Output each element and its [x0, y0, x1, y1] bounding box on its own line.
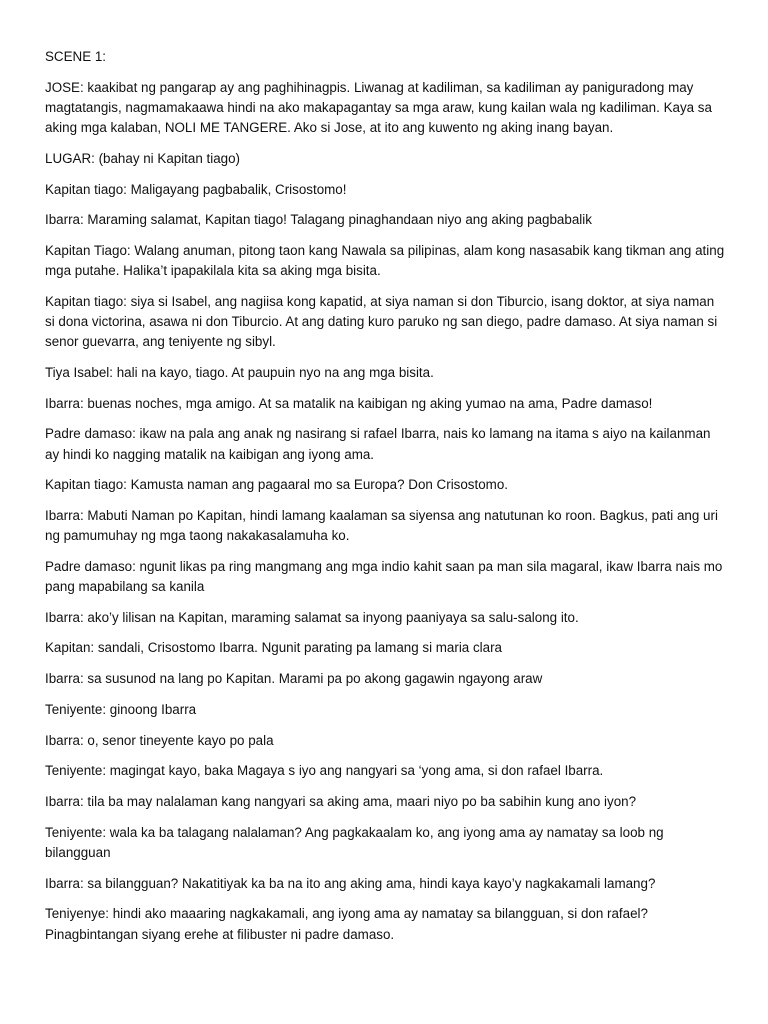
dialogue-paragraph: Ibarra: tila ba may nalalaman kang nangyari sa aking ama, maari niyo po ba sabihin kung ano iyon? — [45, 793, 637, 809]
document-body — [45, 47, 725, 955]
dialogue-paragraph: Kapitan: sandali, Crisostomo Ibarra. Ngunit parating pa lamang si maria clara — [45, 640, 502, 656]
dialogue-paragraph: Teniyente: wala ka ba talagang nalalaman? Ang pagkakaalam ko, ang iyong ama ay namatay sa loob ng bilangguan — [45, 824, 664, 860]
dialogue-paragraph: Kapitan tiago: Maligayang pagbabalik, Crisostomo! — [45, 181, 347, 197]
dialogue-paragraph: Teniyenye: hindi ako maaaring nagkakamali, ang iyong ama ay namatay sa bilangguan, si don rafael? Pinagbintangan siyang erehe at filibuster ni padre damaso. — [45, 906, 648, 942]
dialogue-paragraph: Ibarra: ako’y lilisan na Kapitan, maraming salamat sa inyong paaniyaya sa salu-salong ito. — [45, 609, 579, 625]
dialogue-paragraph: Tiya Isabel: hali na kayo, tiago. At paupuin nyo na ang mga bisita. — [45, 364, 434, 380]
dialogue-paragraph: Padre damaso: ikaw na pala ang anak ng nasirang si rafael Ibarra, nais ko lamang na itama s aiyo na kailanman ay hindi ko nagging matalik na kaibigan ang iyong ama. — [45, 426, 711, 462]
dialogue-paragraph: Kapitan Tiago: Walang anuman, pitong taon kang Nawala sa pilipinas, alam kong nasasabik kang tikman ang ating mga putahe. Halika’t ipapakilala kita sa aking mga bisita. — [45, 242, 725, 279]
dialogue-paragraph: Kapitan tiago: Kamusta naman ang pagaaral mo sa Europa? Don Crisostomo. — [45, 477, 508, 493]
scene-heading: SCENE 1: — [45, 49, 107, 64]
dialogue-paragraph: Ibarra: Mabuti Naman po Kapitan, hindi lamang kaalaman sa siyensa ang natutunan ko roon. Bagkus, pati ang uri ng pamumuhay ng mga taong nakakasalamuha ko. — [45, 507, 718, 544]
dialogue-paragraph: Teniyente: ginoong Ibarra — [45, 701, 197, 717]
dialogue-paragraph: Ibarra: sa susunod na lang po Kapitan. Marami pa po akong gagawin ngayong araw — [45, 671, 543, 687]
dialogue-paragraph: Kapitan tiago: siya si Isabel, ang nagiisa kong kapatid, at siya naman si don Tiburcio, isang doktor, at siya naman si dona victorina, asawa ni don Tiburcio. At ang dating kuro paruko ng san diego, padre damaso. At siya naman si senor guevarra, ang teniyente ng sibyl. — [45, 293, 718, 350]
dialogue-paragraph: Padre damaso: ngunit likas pa ring mangmang ang mga indio kahit saan pa man sila magaral, ikaw Ibarra nais mo pang mapabilang sa kanila — [45, 558, 723, 595]
dialogue-paragraph: Ibarra: o, senor tineyente kayo po pala — [45, 732, 274, 748]
dialogue-paragraph: Teniyente: magingat kayo, baka Magaya s iyo ang nangyari sa ‘yong ama, si don rafael Ibarra. — [45, 763, 604, 779]
location-note: LUGAR: (bahay ni Kapitan tiago) — [45, 150, 241, 166]
dialogue-paragraph: JOSE: kaakibat ng pangarap ay ang paghihinagpis. Liwanag at kadiliman, sa kadiliman ay paniguradong may magtatangis, nagmamakaawa hindi na ako makapagantay sa mga araw, kung kailan wala ng kadiliman. Kaya sa aking mga kalaban, NOLI ME TANGERE. Ako si Jose, at ito ang kuwento ng aking inang bayan. — [45, 79, 712, 136]
dialogue-paragraph: Ibarra: buenas noches, mga amigo. At sa matalik na kaibigan ng aking yumao na ama, Padre damaso! — [45, 395, 653, 411]
dialogue-paragraph: Ibarra: sa bilangguan? Nakatitiyak ka ba na ito ang aking ama, hindi kaya kayo’y nagkakamali lamang? — [45, 875, 656, 891]
dialogue-paragraph: Ibarra: Maraming salamat, Kapitan tiago! Talagang pinaghandaan niyo ang aking pagbabalik — [45, 212, 592, 228]
